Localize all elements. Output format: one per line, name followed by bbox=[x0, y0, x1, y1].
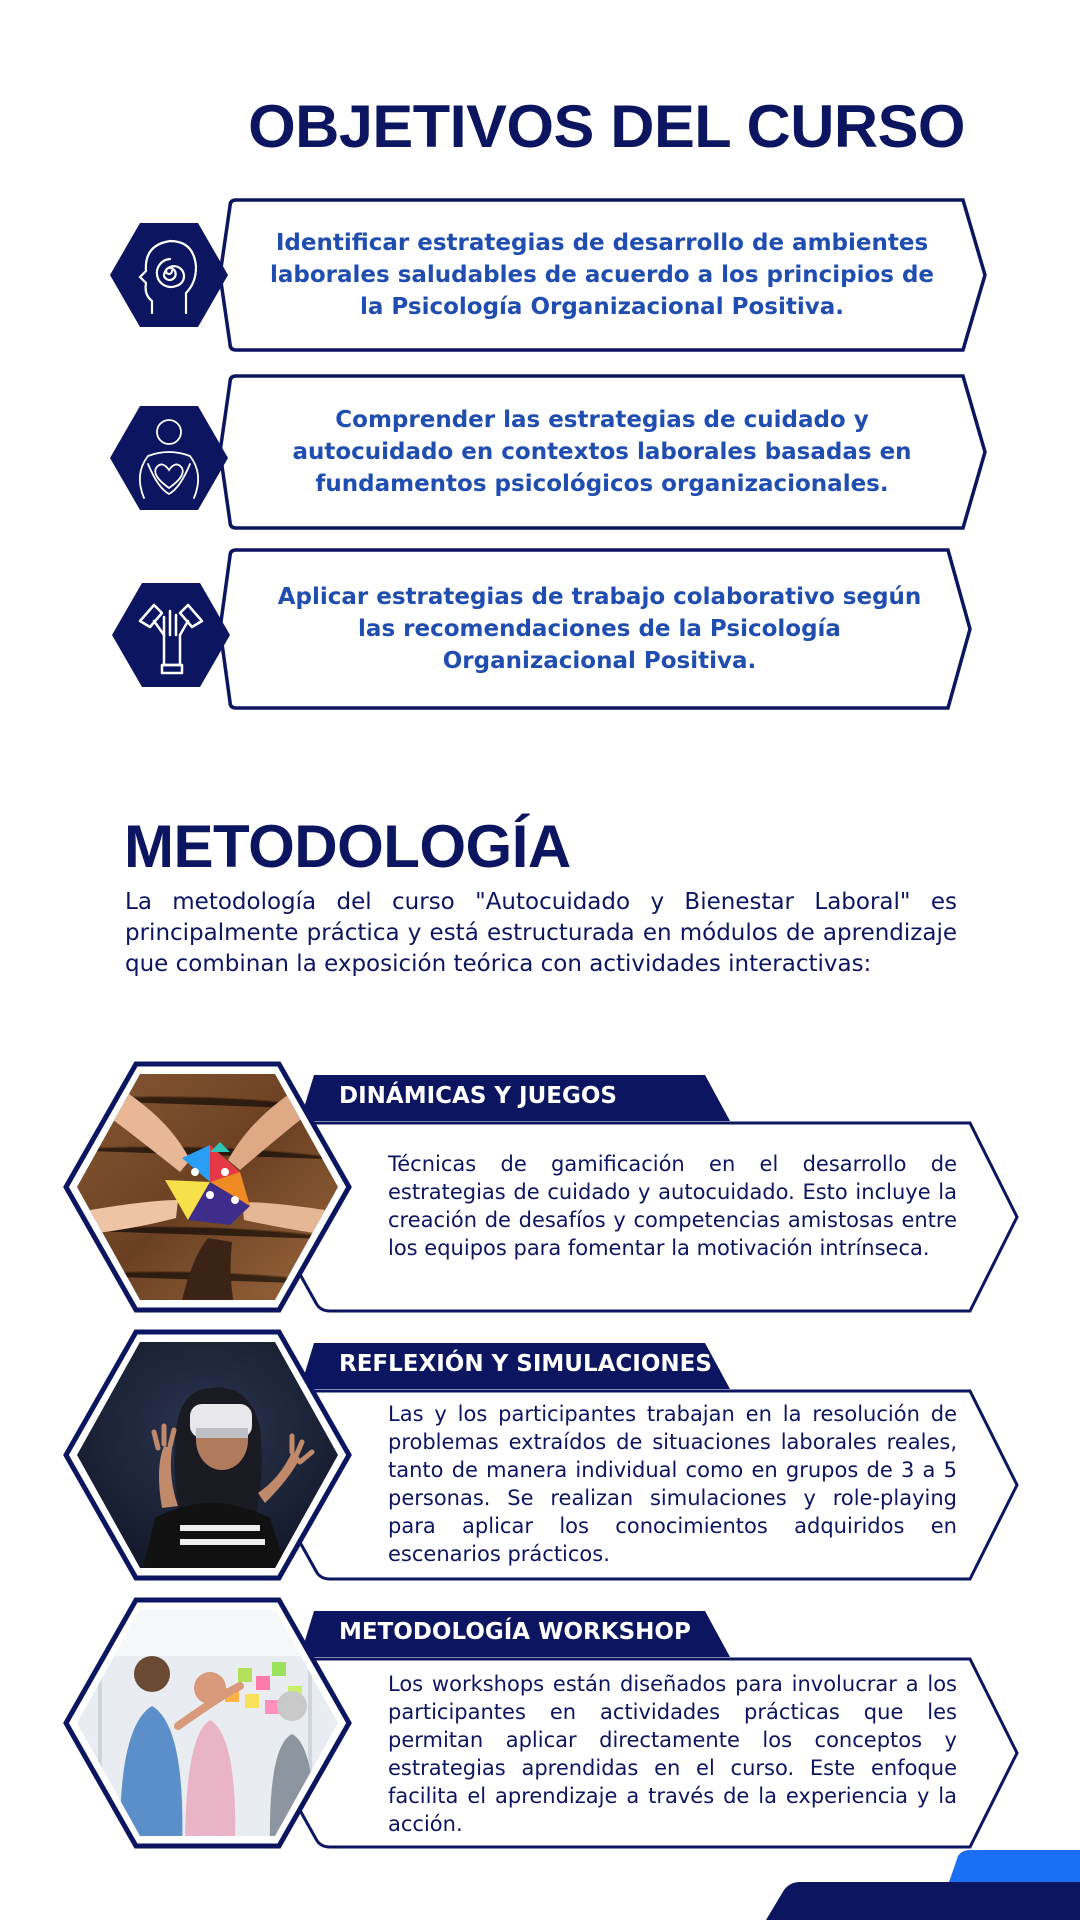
methodology-title: METODOLOGÍA bbox=[124, 813, 571, 880]
objective-item bbox=[0, 547, 1080, 711]
objective-text: Comprender las estrategias de cuidado y autocuidado en contextos laborales basadas en fundamentos psicológicos organizacionales. bbox=[292, 407, 912, 497]
objective-text: Identificar estrategias de desarrollo de ambientes laborales saludables de acuerdo a los principios de la Psicología Organizacional Positiva. bbox=[269, 230, 935, 320]
methodology-item-title: REFLEXIÓN Y SIMULACIONES bbox=[339, 1351, 712, 1377]
person-heart-icon bbox=[108, 404, 230, 512]
head-spiral-icon bbox=[108, 221, 230, 329]
objective-text: Aplicar estrategias de trabajo colaborativo según las recomendaciones de la Psicología Organizacional Positiva. bbox=[277, 584, 922, 674]
methodology-item-title: METODOLOGÍA WORKSHOP bbox=[339, 1619, 691, 1645]
footer-decoration bbox=[0, 1850, 1080, 1920]
methodology-item-text: Técnicas de gamificación en el desarrollo de estrategias de cuidado y autocuidado. Esto incluye la creación de desafíos y competencias amistosas entre los equipos para fomentar la motivación intrínseca. bbox=[388, 1152, 957, 1260]
methodology-intro: La metodología del curso "Autocuidado y Bienestar Laboral" es principalmente práctica y está estructurada en módulos de aprendizaje que combinan la exposición teórica con actividades interactivas: bbox=[125, 889, 957, 977]
methodology-item bbox=[0, 1596, 1080, 1850]
methodology-item-text: Las y los participantes trabajan en la resolución de problemas extraídos de situaciones laborales reales, tanto de manera individual como en grupos de 3 a 5 personas. Se realizan simulaciones y role-playing para aplicar los conocimientos adquiridos en escenarios prácticos. bbox=[388, 1402, 957, 1566]
objective-item bbox=[0, 197, 1080, 353]
methodology-item-text: Los workshops están diseñados para involucrar a los participantes en actividades prácticas que les permitan aplicar directamente los conceptos y estrategias aprendidas en el curso. Este enfoque facilita el aprendizaje a través de la experiencia y la acción. bbox=[388, 1672, 957, 1836]
methodology-item bbox=[0, 1328, 1080, 1582]
methodology-item bbox=[0, 1060, 1080, 1314]
vr-headset-photo bbox=[60, 1328, 355, 1582]
team-sticky-notes-photo bbox=[60, 1596, 355, 1850]
hands-puzzle-photo bbox=[60, 1060, 355, 1314]
objective-item bbox=[0, 373, 1080, 531]
methodology-item-title: DINÁMICAS Y JUEGOS bbox=[339, 1083, 617, 1109]
objectives-title: OBJETIVOS DEL CURSO bbox=[248, 93, 965, 160]
teamwork-hands-icon bbox=[110, 581, 232, 689]
